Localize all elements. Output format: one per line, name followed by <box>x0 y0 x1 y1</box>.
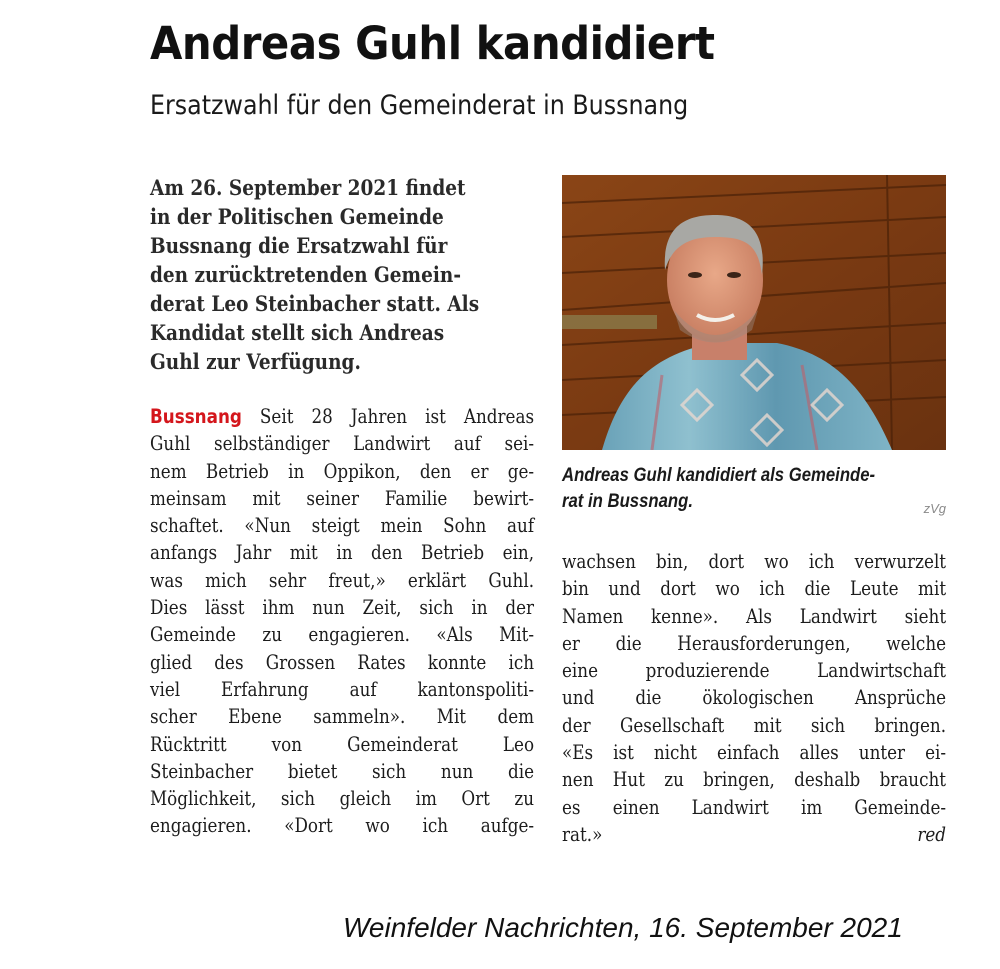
body-line: Gemeinde zu engagieren. «Als Mit- <box>150 623 535 647</box>
caption-line: rat in Bussnang. <box>562 491 693 512</box>
body-line: meinsam mit seiner Familie bewirt- <box>150 486 535 510</box>
article-body-left-column <box>150 403 534 840</box>
body-line: wachsen bin, dort wo ich verwurzelt <box>562 550 947 573</box>
body-line: Namen kenne». Als Landwirt sieht <box>562 604 947 628</box>
lead-line: in der Politischen Gemeinde <box>150 204 444 229</box>
author-signature: red <box>917 822 947 846</box>
body-line <box>150 403 534 430</box>
article-lead <box>150 173 550 376</box>
body-line: eine produzierende Landwirtschaft <box>562 659 947 683</box>
body-line: viel Erfahrung auf kantonspoliti- <box>150 677 535 701</box>
body-line: Guhl selbständiger Landwirt auf sei- <box>150 432 535 456</box>
source-citation: Weinfelder Nachrichten, 16. September 2021 <box>343 912 903 943</box>
article-headline: Andreas Guhl kandidiert <box>150 17 715 70</box>
lead-line: Am 26. September 2021 findet <box>150 175 466 200</box>
body-line <box>562 821 946 848</box>
body-line-text: rat.» <box>562 822 603 846</box>
body-line: nen Hut zu bringen, deshalb braucht <box>562 768 947 792</box>
lead-line: Bussnang die Ersatzwahl für <box>150 233 448 258</box>
photo-credit: zVg <box>923 501 946 516</box>
article-body-right-column <box>562 548 946 848</box>
body-line: der Gesellschaft mit sich bringen. <box>562 713 947 737</box>
body-line: scher Ebene sammeln». Mit dem <box>150 705 535 729</box>
body-line: was mich sehr freut,» erklärt Guhl. <box>150 568 535 592</box>
body-line: Dies lässt ihm nun Zeit, sich in der <box>150 596 535 620</box>
lead-line: den zurücktretenden Gemein- <box>150 262 461 287</box>
body-line: Möglichkeit, sich gleich im Ort zu <box>150 787 535 811</box>
body-line: «Es ist nicht einfach alles unter ei- <box>562 741 947 765</box>
caption-line: Andreas Guhl kandidiert als Gemeinde- <box>562 465 876 486</box>
body-line: Rücktritt von Gemeinderat Leo <box>150 732 535 756</box>
body-line: nem Betrieb in Oppikon, den er ge- <box>150 459 535 483</box>
article-subheadline: Ersatzwahl für den Gemeinderat in Bussnang <box>150 90 689 121</box>
body-line: glied des Grossen Rates konnte ich <box>150 650 535 674</box>
lead-line: Guhl zur Verfügung. <box>150 349 361 374</box>
portrait-image <box>562 175 946 450</box>
body-line: Steinbacher bietet sich nun die <box>150 759 535 783</box>
wall-strip <box>562 315 657 329</box>
dateline: Bussnang <box>150 405 242 428</box>
body-line: anfangs Jahr mit in den Betrieb ein, <box>150 541 535 565</box>
photo-caption <box>562 463 946 515</box>
body-line: und die ökologischen Ansprüche <box>562 686 947 710</box>
lead-line: Kandidat stellt sich Andreas <box>150 320 445 345</box>
body-line: engagieren. «Dort wo ich aufge- <box>150 814 535 838</box>
candidate-photo <box>562 175 946 450</box>
lead-line: derat Leo Steinbacher statt. Als <box>150 291 480 316</box>
body-line-text: Seit 28 Jahren ist Andreas <box>259 405 535 428</box>
body-line: es einen Landwirt im Gemeinde- <box>562 795 947 819</box>
body-line: schaftet. «Nun steigt mein Sohn auf <box>150 514 535 538</box>
body-line: er die Herausforderungen, welche <box>562 631 947 655</box>
body-line: bin und dort wo ich die Leute mit <box>562 577 947 601</box>
